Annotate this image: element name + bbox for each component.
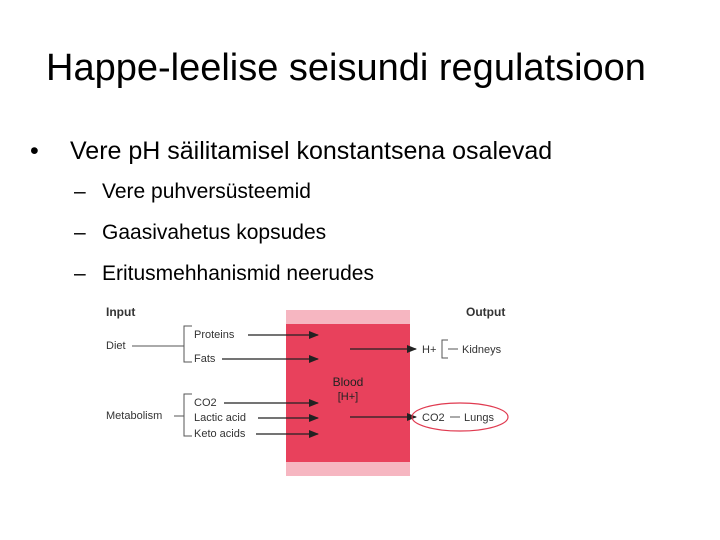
output-lungs: Lungs — [464, 412, 494, 424]
dash: – — [74, 221, 86, 244]
sub-item-text: Gaasivahetus kopsudes — [102, 221, 327, 244]
dash: – — [74, 262, 86, 285]
input-co2: CO2 — [194, 397, 217, 409]
output-kidneys: Kidneys — [462, 344, 502, 356]
output-h-ion: H+ — [422, 344, 437, 356]
diet-label: Diet — [106, 340, 126, 352]
input-header: Input — [106, 305, 136, 319]
input-proteins: Proteins — [194, 329, 235, 341]
metabolism-bracket — [184, 394, 192, 436]
main-bullet-text: Vere pH säilitamisel konstantsena osalevad — [70, 137, 553, 165]
sub-item-text: Vere puhversüsteemid — [102, 180, 311, 203]
sub-item-buffer-systems — [74, 178, 311, 206]
metabolism-label: Metabolism — [106, 410, 163, 422]
blood-label: Blood — [332, 375, 364, 389]
main-bullet — [30, 135, 552, 167]
diet-bracket — [184, 326, 192, 362]
blood-ion-label: [H+] — [337, 391, 359, 403]
input-fats: Fats — [194, 353, 216, 365]
output-co2: CO2 — [422, 412, 445, 424]
dash: – — [74, 180, 86, 203]
input-keto-acids: Keto acids — [194, 428, 246, 440]
output-header: Output — [466, 305, 506, 319]
slide-title: Happe-leelise seisundi regulatsioon — [46, 47, 646, 89]
sub-item-text: Eritusmehhanismid neerudes — [102, 262, 374, 285]
acid-base-diagram — [96, 296, 526, 476]
bullet-dot: • — [30, 137, 39, 165]
input-lactic-acid: Lactic acid — [194, 412, 246, 424]
sub-item-excretion — [74, 260, 374, 288]
h-output-bracket — [442, 340, 448, 358]
sub-item-gas-exchange — [74, 219, 326, 247]
